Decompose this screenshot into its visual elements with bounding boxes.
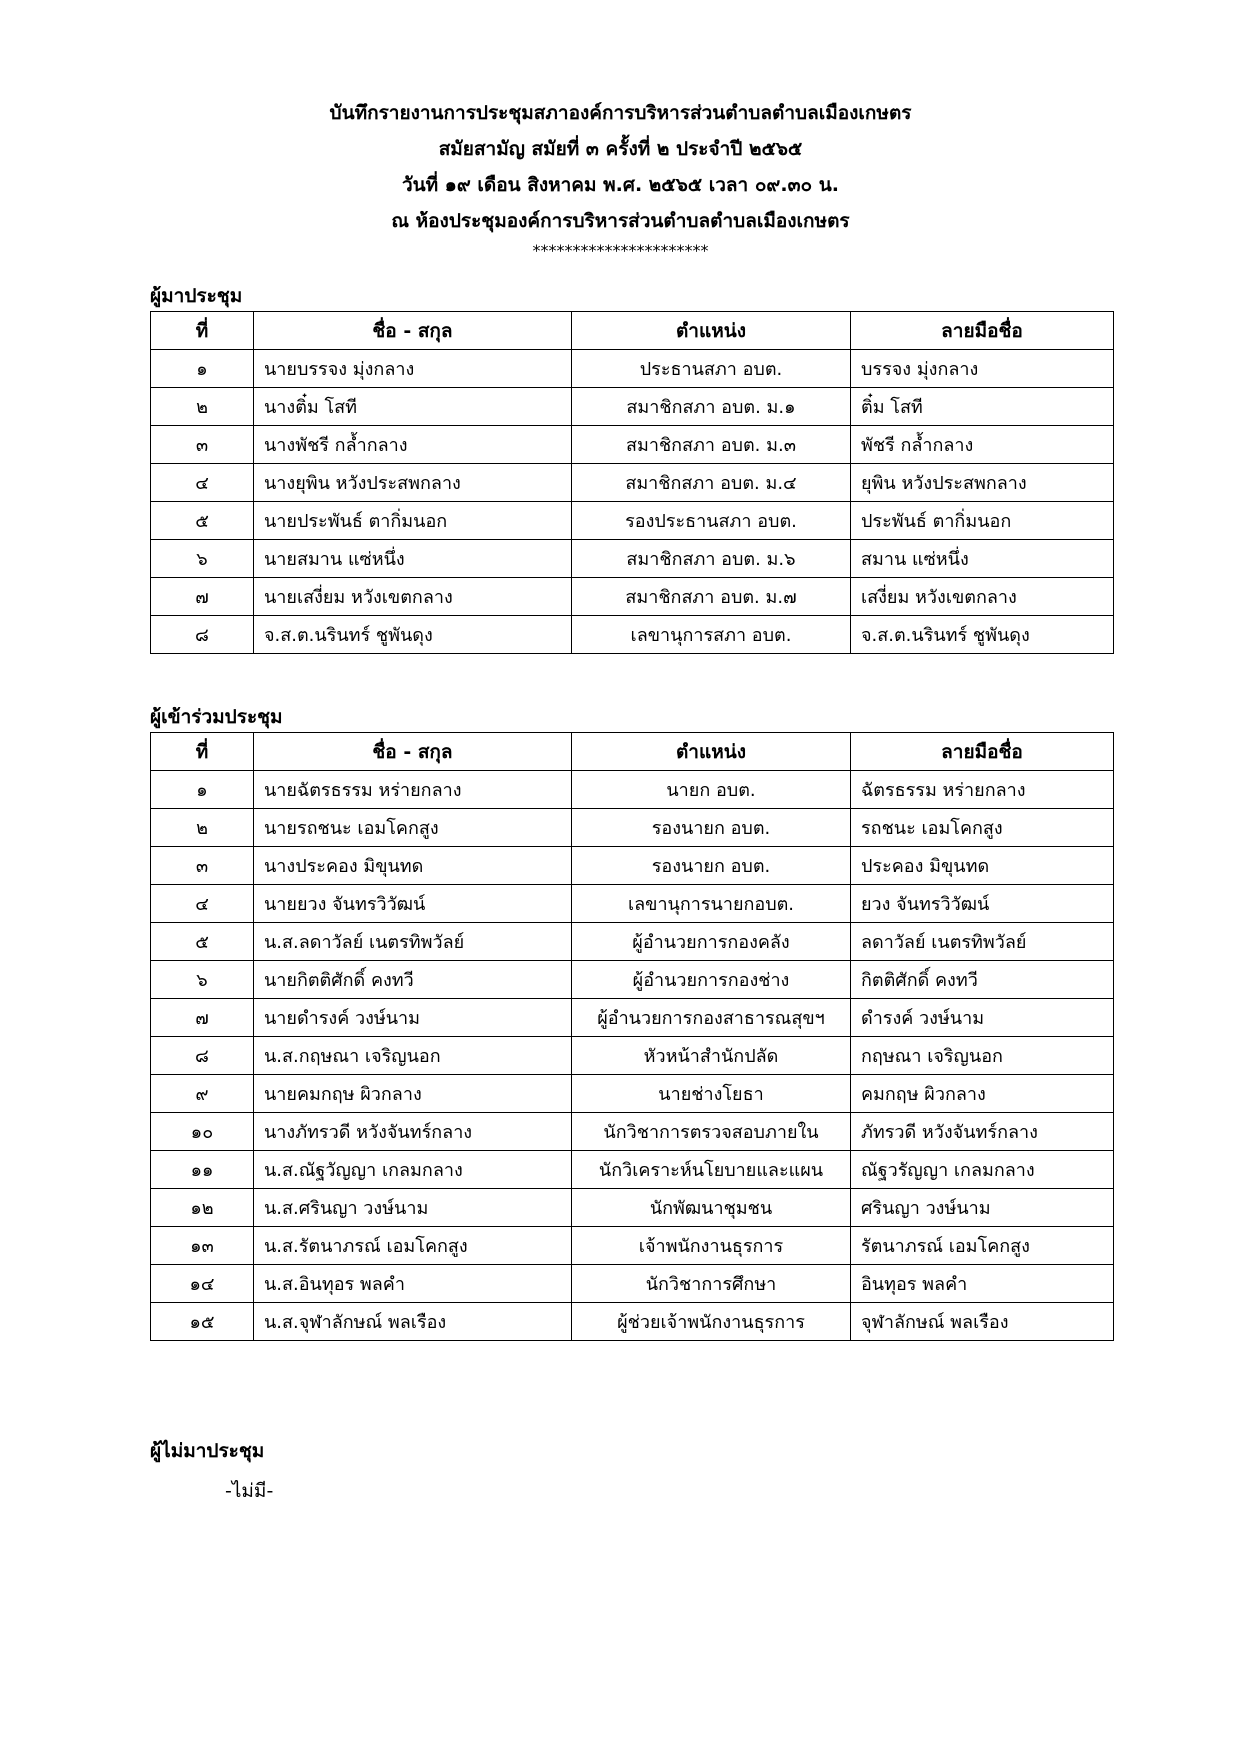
person-position: ผู้อำนวยการกองช่าง	[572, 961, 851, 999]
table-row	[151, 1265, 1114, 1303]
person-position: หัวหน้าสำนักปลัด	[572, 1037, 851, 1075]
person-position: ประธานสภา อบต.	[572, 350, 851, 388]
person-signature: ลดาวัลย์ เนตรทิพวัลย์	[851, 923, 1114, 961]
column-header-name: ชื่อ - สกุล	[254, 312, 572, 350]
attendees-title: ผู้มาประชุม	[150, 285, 243, 307]
row-number: ๗	[151, 578, 254, 616]
person-name: นางติ๋ม โสที	[254, 388, 572, 426]
person-name: น.ส.อินทุอร พลคำ	[254, 1265, 572, 1303]
person-position: ผู้ช่วยเจ้าพนักงานธุรการ	[572, 1303, 851, 1341]
person-signature: อินทุอร พลคำ	[851, 1265, 1114, 1303]
person-signature: ยวง จันทรวิวัฒน์	[851, 885, 1114, 923]
person-position: ผู้อำนวยการกองสาธารณสุขฯ	[572, 999, 851, 1037]
person-name: จ.ส.ต.นรินทร์ ชูพันดุง	[254, 616, 572, 654]
table-header-row	[151, 312, 1114, 350]
table-row	[151, 1075, 1114, 1113]
person-position: นักวิชาการศึกษา	[572, 1265, 851, 1303]
person-name: นายรถชนะ เอมโคกสูง	[254, 809, 572, 847]
table-row	[151, 350, 1114, 388]
person-position: เจ้าพนักงานธุรการ	[572, 1227, 851, 1265]
person-signature: คมกฤษ ผิวกลาง	[851, 1075, 1114, 1113]
table-header-row	[151, 733, 1114, 771]
row-number: ๑	[151, 771, 254, 809]
row-number: ๓	[151, 847, 254, 885]
person-position: รองประธานสภา อบต.	[572, 502, 851, 540]
column-header-position: ตำแหน่ง	[572, 733, 851, 771]
person-signature: กฤษณา เจริญนอก	[851, 1037, 1114, 1075]
person-signature: พัชรี กล้ำกลาง	[851, 426, 1114, 464]
row-number: ๑	[151, 350, 254, 388]
table-row	[151, 1303, 1114, 1341]
person-name: นายฉัตรธรรม หร่ายกลาง	[254, 771, 572, 809]
row-number: ๖	[151, 540, 254, 578]
person-signature: ฉัตรธรรม หร่ายกลาง	[851, 771, 1114, 809]
person-signature: ศรินญา วงษ์นาม	[851, 1189, 1114, 1227]
row-number: ๑๐	[151, 1113, 254, 1151]
person-name: น.ส.ศรินญา วงษ์นาม	[254, 1189, 572, 1227]
column-header-signature: ลายมือชื่อ	[851, 733, 1114, 771]
column-header-position: ตำแหน่ง	[572, 312, 851, 350]
table-row	[151, 923, 1114, 961]
table-row	[151, 464, 1114, 502]
person-name: นายบรรจง มุ่งกลาง	[254, 350, 572, 388]
person-position: นักวิเคราะห์นโยบายและแผน	[572, 1151, 851, 1189]
table-row	[151, 426, 1114, 464]
person-name: น.ส.กฤษณา เจริญนอก	[254, 1037, 572, 1075]
participants-table	[150, 732, 1114, 1341]
person-signature: จุฬาลักษณ์ พลเรือง	[851, 1303, 1114, 1341]
table-row	[151, 999, 1114, 1037]
participants-title: ผู้เข้าร่วมประชุม	[150, 706, 283, 728]
person-name: นายดำรงค์ วงษ์นาม	[254, 999, 572, 1037]
column-header-no: ที่	[151, 733, 254, 771]
table-row	[151, 1227, 1114, 1265]
document-header	[0, 95, 1241, 261]
table-row	[151, 847, 1114, 885]
row-number: ๗	[151, 999, 254, 1037]
person-position: สมาชิกสภา อบต. ม.๑	[572, 388, 851, 426]
person-name: น.ส.ณัฐวัญญา เกลมกลาง	[254, 1151, 572, 1189]
person-signature: ดำรงค์ วงษ์นาม	[851, 999, 1114, 1037]
person-name: น.ส.รัตนาภรณ์ เอมโคกสูง	[254, 1227, 572, 1265]
absent-title: ผู้ไม่มาประชุม	[150, 1440, 265, 1462]
row-number: ๕	[151, 502, 254, 540]
header-line-3: วันที่ ๑๙ เดือน สิงหาคม พ.ศ. ๒๕๖๕ เวลา ๐๙.๓๐ น.	[402, 174, 839, 196]
table-row	[151, 540, 1114, 578]
person-name: นายประพันธ์ ตากิ่มนอก	[254, 502, 572, 540]
person-position: ผู้อำนวยการกองคลัง	[572, 923, 851, 961]
person-position: สมาชิกสภา อบต. ม.๖	[572, 540, 851, 578]
table-row	[151, 502, 1114, 540]
person-position: รองนายก อบต.	[572, 809, 851, 847]
person-signature: รัตนาภรณ์ เอมโคกสูง	[851, 1227, 1114, 1265]
person-signature: ยุพิน หวังประสพกลาง	[851, 464, 1114, 502]
person-position: นายก อบต.	[572, 771, 851, 809]
person-position: รองนายก อบต.	[572, 847, 851, 885]
person-signature: จ.ส.ต.นรินทร์ ชูพันดุง	[851, 616, 1114, 654]
column-header-no: ที่	[151, 312, 254, 350]
person-name: นางพัชรี กล้ำกลาง	[254, 426, 572, 464]
row-number: ๘	[151, 616, 254, 654]
person-position: นักพัฒนาชุมชน	[572, 1189, 851, 1227]
table-row	[151, 388, 1114, 426]
table-row	[151, 961, 1114, 999]
row-number: ๑๕	[151, 1303, 254, 1341]
table-row	[151, 1189, 1114, 1227]
row-number: ๑๒	[151, 1189, 254, 1227]
person-name: นายกิตติศักดิ์ คงทวี	[254, 961, 572, 999]
person-signature: ประพันธ์ ตากิ่มนอก	[851, 502, 1114, 540]
person-signature: ณัฐวรัญญา เกลมกลาง	[851, 1151, 1114, 1189]
row-number: ๑๔	[151, 1265, 254, 1303]
column-header-name: ชื่อ - สกุล	[254, 733, 572, 771]
attendees-rows	[151, 350, 1114, 654]
row-number: ๔	[151, 464, 254, 502]
person-position: เลขานุการสภา อบต.	[572, 616, 851, 654]
row-number: ๙	[151, 1075, 254, 1113]
row-number: ๕	[151, 923, 254, 961]
header-line-1: บันทึกรายงานการประชุมสภาองค์การบริหารส่วนตำบลตำบลเมืองเกษตร	[329, 102, 912, 124]
absent-note: -ไม่มี-	[225, 1480, 274, 1502]
person-signature: รถชนะ เอมโคกสูง	[851, 809, 1114, 847]
person-signature: กิตติศักดิ์ คงทวี	[851, 961, 1114, 999]
table-row	[151, 809, 1114, 847]
person-position: สมาชิกสภา อบต. ม.๔	[572, 464, 851, 502]
row-number: ๑๓	[151, 1227, 254, 1265]
person-position: เลขานุการนายกอบต.	[572, 885, 851, 923]
participants-rows	[151, 771, 1114, 1341]
person-signature: ติ๋ม โสที	[851, 388, 1114, 426]
person-position: สมาชิกสภา อบต. ม.๓	[572, 426, 851, 464]
row-number: ๘	[151, 1037, 254, 1075]
row-number: ๖	[151, 961, 254, 999]
person-signature: เสงี่ยม หวังเขตกลาง	[851, 578, 1114, 616]
person-name: นางประคอง มิขุนทด	[254, 847, 572, 885]
table-row	[151, 771, 1114, 809]
person-signature: สมาน แซ่หนึ่ง	[851, 540, 1114, 578]
table-row	[151, 616, 1114, 654]
person-name: นายยวง จันทรวิวัฒน์	[254, 885, 572, 923]
person-name: น.ส.ลดาวัลย์ เนตรทิพวัลย์	[254, 923, 572, 961]
header-line-4: ณ ห้องประชุมองค์การบริหารส่วนตำบลตำบลเมืองเกษตร	[391, 210, 850, 232]
header-line-2: สมัยสามัญ สมัยที่ ๓ ครั้งที่ ๒ ประจำปี ๒๕๖๕	[438, 138, 803, 160]
row-number: ๒	[151, 809, 254, 847]
person-name: น.ส.จุฬาลักษณ์ พลเรือง	[254, 1303, 572, 1341]
header-divider: **********************	[532, 241, 709, 260]
table-row	[151, 885, 1114, 923]
person-name: นางยุพิน หวังประสพกลาง	[254, 464, 572, 502]
table-row	[151, 1037, 1114, 1075]
table-row	[151, 1113, 1114, 1151]
person-name: นายเสงี่ยม หวังเขตกลาง	[254, 578, 572, 616]
row-number: ๓	[151, 426, 254, 464]
person-position: สมาชิกสภา อบต. ม.๗	[572, 578, 851, 616]
row-number: ๔	[151, 885, 254, 923]
row-number: ๒	[151, 388, 254, 426]
table-row	[151, 1151, 1114, 1189]
person-signature: ประคอง มิขุนทด	[851, 847, 1114, 885]
person-name: นายสมาน แซ่หนึ่ง	[254, 540, 572, 578]
person-signature: บรรจง มุ่งกลาง	[851, 350, 1114, 388]
person-position: นักวิชาการตรวจสอบภายใน	[572, 1113, 851, 1151]
column-header-signature: ลายมือชื่อ	[851, 312, 1114, 350]
person-name: นายคมกฤษ ผิวกลาง	[254, 1075, 572, 1113]
attendees-table	[150, 311, 1114, 654]
person-position: นายช่างโยธา	[572, 1075, 851, 1113]
person-signature: ภัทรวดี หวังจันทร์กลาง	[851, 1113, 1114, 1151]
person-name: นางภัทรวดี หวังจันทร์กลาง	[254, 1113, 572, 1151]
row-number: ๑๑	[151, 1151, 254, 1189]
table-row	[151, 578, 1114, 616]
